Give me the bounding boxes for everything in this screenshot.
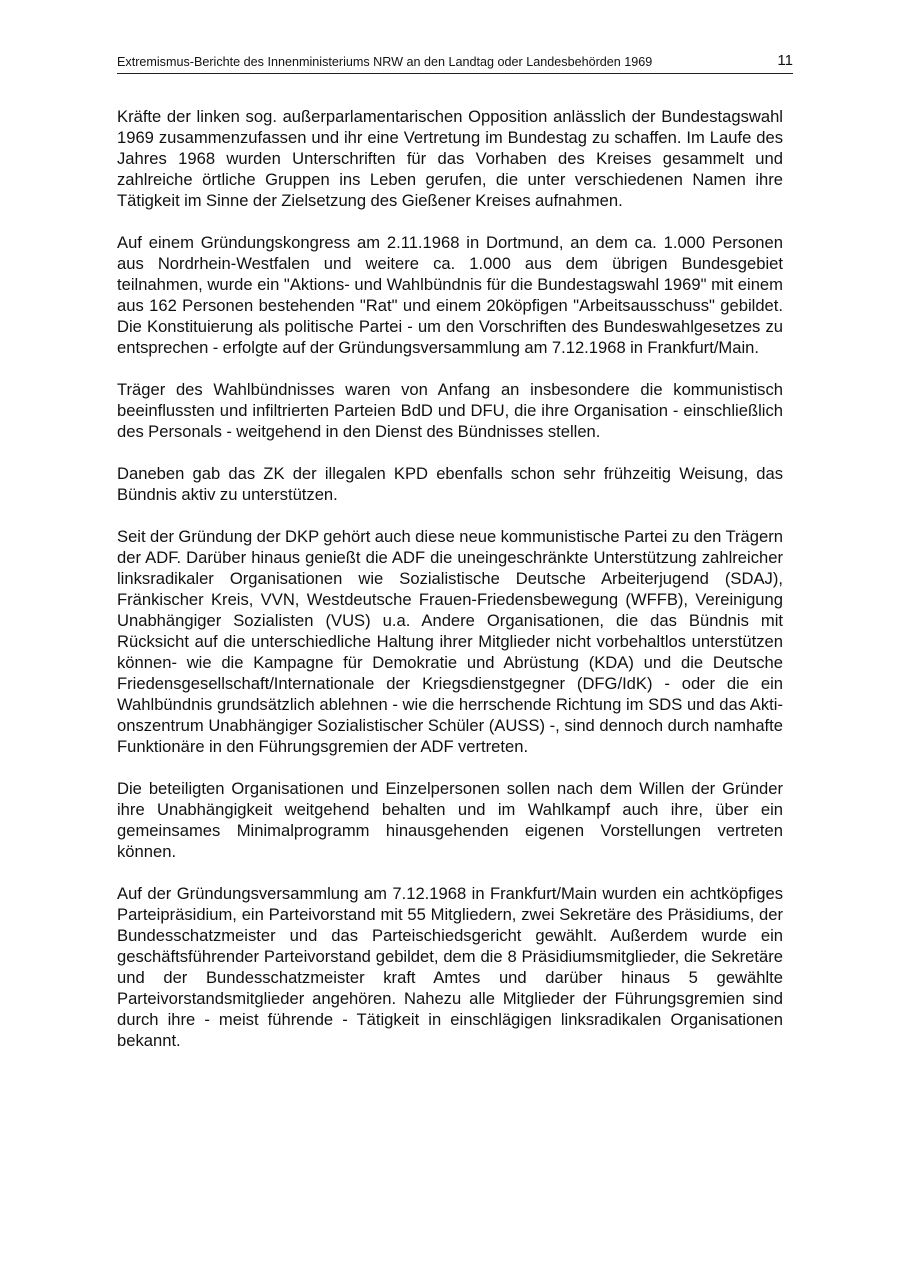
paragraph: Seit der Gründung der DKP gehört auch diese neue kommunistische Partei zu den Trägern der ADF. Darüber hinaus genießt die ADF die uneingeschränkte Unterstützung zahlreicher linksradikaler Organisationen wie Sozialistische Deutsche Arbeiterjugend (SDAJ), Fränkischer Kreis, VVN, Westdeutsche Frauen-Friedensbewegung (WFFB), Vereinigung Unabhängiger Sozialisten (VUS) u.a. Andere Organisationen, die das Bündnis mit Rücksicht auf die unterschiedliche Haltung ihrer Mitglieder nicht vorbehaltlos unterstützen können- wie die Kampagne für Demokratie und Abrüstung (KDA) und die Deutsche Friedensgesellschaft/Internationale der Kriegsdienstgegner (DFG/IdK) - oder die ein Wahlbündnis grundsätzlich ablehnen - wie die herrschende Richtung im SDS und das Aktionszentrum Unabhängiger Sozialistischer Schüler (AUSS) -, sind dennoch durch namhafte Funktionäre in den Führungsgremien der ADF vertreten. <box>117 527 783 756</box>
page-header <box>117 53 793 74</box>
paragraph: Auf der Gründungsversammlung am 7.12.1968 in Frankfurt/Main wurden ein achtköpfiges Parteipräsidium, ein Parteivorstand mit 55 Mitgliedern, zwei Sekretäre des Präsidiums, der Bundesschatzmeister und das Parteischiedsgericht gewählt. Außerdem wurde ein geschäftsführender Parteivorstand gebildet, dem die 8 Präsidiumsmitglieder, die Sekretäre und der Bundesschatzmeister kraft Amtes und darüber hinaus 5 gewählte Parteivorstandsmitglieder angehören. Nahezu alle Mitglieder der Führungsgremien sind durch ihre - meist führende - Tätigkeit in einschlägigen linksradikalen Organisationen bekannt. <box>117 884 783 1050</box>
paragraph: Daneben gab das ZK der illegalen KPD ebenfalls schon sehr frühzeitig Weisung, das Bündnis aktiv zu unterstützen. <box>117 464 783 504</box>
paragraph: Die beteiligten Organisationen und Einzelpersonen sollen nach dem Willen der Gründer ihre Unabhängigkeit weitgehend behalten und im Wahlkampf auch ihre, über ein gemeinsames Minimalprogramm hinausgehenden eigenen Vorstellungen vertreten können. <box>117 779 783 861</box>
paragraph: Kräfte der linken sog. außerparlamentarischen Opposition anlässlich der Bundestagswahl 1969 zusammenzufassen und ihr eine Vertretung im Bundestag zu schaffen. Im Laufe des Jahres 1968 wurden Unterschriften für das Vorhaben des Kreises gesammelt und zahlreiche örtliche Gruppen ins Leben gerufen, die unter verschiedenen Namen ihre Tätigkeit im Sinne der Zielsetzung des Gießener Kreises aufnahmen. <box>117 107 783 210</box>
page-number: 11 <box>777 52 793 69</box>
paragraph: Auf einem Gründungskongress am 2.11.1968 in Dortmund, an dem ca. 1.000 Personen aus Nordrhein-Westfalen und weitere ca. 1.000 aus dem übrigen Bundesgebiet teilnahmen, wurde ein "Aktions- und Wahlbündnis für die Bundestagswahl 1969" mit einem aus 162 Personen bestehenden "Rat" und einem 20köpfigen "Arbeitsausschuss" gebildet. Die Konstituierung als politische Partei - um den Vorschriften des Bundeswahlgesetzes zu entsprechen - erfolgte auf der Gründungsversammlung am 7.12.1968 in Frankfurt/Main. <box>117 233 783 357</box>
header-title: Extremismus-Berichte des Innenministeriums NRW an den Landtag oder Landesbehörden 1969 <box>117 55 653 69</box>
paragraph: Träger des Wahlbündnisses waren von Anfang an insbesondere die kommunistisch beeinflussten und infiltrierten Parteien BdD und DFU, die ihre Organisation - einschließlich des Personals - weitgehend in den Dienst des Bündnisses stellen. <box>117 380 783 441</box>
body-text <box>117 106 783 1072</box>
